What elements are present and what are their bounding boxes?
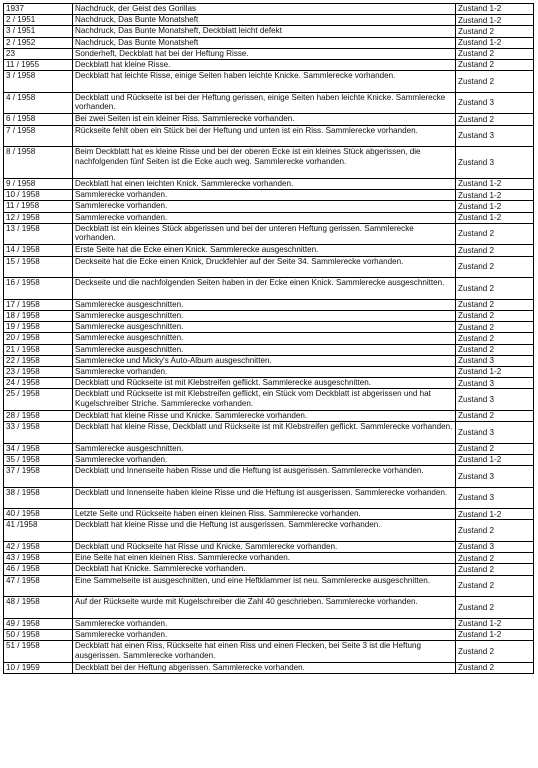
condition-grade-cell: Zustand 1-2 — [456, 179, 534, 190]
issue-date-cell: 21 / 1958 — [4, 344, 73, 355]
condition-grade-cell: Zustand 2 — [456, 575, 534, 597]
issue-date-cell: 2 / 1952 — [4, 37, 73, 48]
comic-condition-sheet — [3, 3, 533, 674]
issue-date-cell: 14 / 1958 — [4, 245, 73, 256]
issue-date-cell: 8 / 1958 — [4, 147, 73, 179]
condition-description-cell: Deckblatt hat kleine Risse. — [73, 59, 456, 70]
condition-grade-cell: Zustand 2 — [456, 553, 534, 564]
table-row — [4, 179, 534, 190]
condition-description-cell: Bei zwei Seiten ist ein kleiner Riss. Sammlerecke vorhanden. — [73, 114, 456, 125]
issue-date-cell: 38 / 1958 — [4, 487, 73, 509]
issue-date-cell: 51 / 1958 — [4, 641, 73, 663]
table-row — [4, 355, 534, 366]
issue-date-cell: 4 / 1958 — [4, 92, 73, 114]
condition-grade-cell: Zustand 1-2 — [456, 201, 534, 212]
issue-date-cell: 47 / 1958 — [4, 575, 73, 597]
issue-date-cell: 35 / 1958 — [4, 454, 73, 465]
issue-date-cell: 6 / 1958 — [4, 114, 73, 125]
condition-grade-cell: Zustand 2 — [456, 333, 534, 344]
table-row — [4, 618, 534, 629]
issue-date-cell: 11 / 1958 — [4, 201, 73, 212]
condition-description-cell: Deckblatt und Innenseite haben kleine Risse und die Heftung ist ausgerissen. Sammlerecke vorhanden. — [73, 487, 456, 509]
condition-description-cell: Sammlerecke ausgeschnitten. — [73, 322, 456, 333]
condition-description-cell: Deckblatt und Rückseite ist bei der Heftung gerissen, einige Seiten haben leichte Knicke. Sammlerecke vorhanden. — [73, 92, 456, 114]
condition-description-cell: Letzte Seite und Rückseite haben einen kleinen Riss. Sammlerecke vorhanden. — [73, 509, 456, 520]
condition-description-cell: Sonderheft, Deckblatt hat bei der Heftung Risse. — [73, 48, 456, 59]
condition-description-cell: Nachdruck, der Geist des Gorillas — [73, 4, 456, 15]
condition-description-cell: Sammlerecke ausgeschnitten. — [73, 311, 456, 322]
table-row — [4, 378, 534, 389]
condition-grade-cell: Zustand 1-2 — [456, 37, 534, 48]
condition-grade-cell: Zustand 2 — [456, 114, 534, 125]
table-row — [4, 26, 534, 37]
table-row — [4, 48, 534, 59]
condition-grade-cell: Zustand 2 — [456, 245, 534, 256]
condition-grade-cell: Zustand 2 — [456, 256, 534, 278]
condition-grade-cell: Zustand 2 — [456, 48, 534, 59]
condition-description-cell: Deckblatt hat einen Riss, Rückseite hat einen Riss und einen Flecken, bei Seite 3 ist die Heftung ausgerissen. Sammlerecke vorhanden. — [73, 641, 456, 663]
table-row — [4, 37, 534, 48]
table-row — [4, 147, 534, 179]
table-row — [4, 71, 534, 93]
condition-description-cell: Erste Seite hat die Ecke einen Knick. Sammlerecke ausgeschnitten. — [73, 245, 456, 256]
issue-date-cell: 23 / 1958 — [4, 366, 73, 377]
table-row — [4, 256, 534, 278]
table-row — [4, 366, 534, 377]
issue-date-cell: 34 / 1958 — [4, 443, 73, 454]
issue-date-cell: 12 / 1958 — [4, 212, 73, 223]
issue-date-cell: 20 / 1958 — [4, 333, 73, 344]
table-row — [4, 278, 534, 300]
table-row — [4, 553, 534, 564]
condition-description-cell: Nachdruck, Das Bunte Monatsheft — [73, 37, 456, 48]
table-row — [4, 245, 534, 256]
condition-description-cell: Deckblatt hat leichte Risse, einige Seiten haben leichte Knicke. Sammlerecke vorhanden. — [73, 71, 456, 93]
table-row — [4, 344, 534, 355]
table-row — [4, 542, 534, 553]
table-row — [4, 509, 534, 520]
condition-description-cell: Sammlerecke vorhanden. — [73, 212, 456, 223]
issue-date-cell: 40 / 1958 — [4, 509, 73, 520]
condition-description-cell: Deckseite hat die Ecke einen Knick, Druckfehler auf der Seite 34. Sammlerecke vorhanden. — [73, 256, 456, 278]
condition-grade-cell: Zustand 1-2 — [456, 618, 534, 629]
table-row — [4, 641, 534, 663]
table-row — [4, 59, 534, 70]
issue-date-cell: 46 / 1958 — [4, 564, 73, 575]
condition-description-cell: Deckblatt hat Knicke. Sammlerecke vorhanden. — [73, 564, 456, 575]
table-row — [4, 201, 534, 212]
condition-grade-cell: Zustand 3 — [456, 92, 534, 114]
condition-description-cell: Beim Deckblatt hat es kleine Risse und bei der oberen Ecke ist ein kleines Stück abgerissen, die nachfolgenden fünf Seiten ist die Ecke auch weg. Sammlerecke vorhanden. — [73, 147, 456, 179]
condition-grade-cell: Zustand 1-2 — [456, 509, 534, 520]
issue-date-cell: 28 / 1958 — [4, 410, 73, 421]
condition-description-cell: Sammlerecke vorhanden. — [73, 454, 456, 465]
condition-description-cell: Deckblatt hat einen leichten Knick. Sammlerecke vorhanden. — [73, 179, 456, 190]
condition-grade-cell: Zustand 3 — [456, 389, 534, 411]
issue-date-cell: 33 / 1958 — [4, 422, 73, 444]
condition-grade-cell: Zustand 1-2 — [456, 4, 534, 15]
issue-date-cell: 11 / 1955 — [4, 59, 73, 70]
issue-date-cell: 23 — [4, 48, 73, 59]
condition-description-cell: Sammlerecke vorhanden. — [73, 201, 456, 212]
condition-grade-cell: Zustand 2 — [456, 278, 534, 300]
issue-date-cell: 37 / 1958 — [4, 466, 73, 488]
condition-grade-cell: Zustand 3 — [456, 487, 534, 509]
condition-description-cell: Deckblatt und Rückseite ist mit Klebstreifen geflickt. Sammlerecke ausgeschnitten. — [73, 378, 456, 389]
condition-description-cell: Sammlerecke vorhanden. — [73, 618, 456, 629]
table-row — [4, 333, 534, 344]
table-row — [4, 223, 534, 245]
table-row — [4, 662, 534, 673]
table-row — [4, 575, 534, 597]
issue-date-cell: 2 / 1951 — [4, 15, 73, 26]
issue-date-cell: 10 / 1959 — [4, 662, 73, 673]
issue-date-cell: 43 / 1958 — [4, 553, 73, 564]
condition-grade-cell: Zustand 1-2 — [456, 212, 534, 223]
issue-date-cell: 41 /1958 — [4, 520, 73, 542]
condition-description-cell: Sammlerecke vorhanden. — [73, 629, 456, 640]
condition-grade-cell: Zustand 2 — [456, 662, 534, 673]
condition-description-cell: Deckseite und die nachfolgenden Seiten haben in der Ecke einen Knick. Sammlerecke ausgeschnitten. — [73, 278, 456, 300]
condition-table — [3, 3, 534, 674]
issue-date-cell: 17 / 1958 — [4, 299, 73, 310]
issue-date-cell: 3 / 1958 — [4, 71, 73, 93]
issue-date-cell: 13 / 1958 — [4, 223, 73, 245]
condition-grade-cell: Zustand 2 — [456, 299, 534, 310]
issue-date-cell: 1937 — [4, 4, 73, 15]
table-row — [4, 15, 534, 26]
table-row — [4, 454, 534, 465]
condition-grade-cell: Zustand 1-2 — [456, 366, 534, 377]
condition-description-cell: Sammlerecke ausgeschnitten. — [73, 333, 456, 344]
condition-grade-cell: Zustand 3 — [456, 125, 534, 147]
issue-date-cell: 3 / 1951 — [4, 26, 73, 37]
table-row — [4, 92, 534, 114]
issue-date-cell: 15 / 1958 — [4, 256, 73, 278]
condition-grade-cell: Zustand 2 — [456, 410, 534, 421]
condition-grade-cell: Zustand 3 — [456, 542, 534, 553]
condition-grade-cell: Zustand 2 — [456, 564, 534, 575]
condition-description-cell: Sammlerecke ausgeschnitten. — [73, 344, 456, 355]
condition-description-cell: Nachdruck, Das Bunte Monatsheft — [73, 15, 456, 26]
issue-date-cell: 22 / 1958 — [4, 355, 73, 366]
condition-description-cell: Eine Seite hat einen kleinen Riss. Sammlerecke vorhanden. — [73, 553, 456, 564]
table-row — [4, 212, 534, 223]
condition-description-cell: Deckblatt ist ein kleines Stück abgerissen und bei der unteren Heftung gerissen. Sammlerecke vorhanden. — [73, 223, 456, 245]
table-row — [4, 422, 534, 444]
condition-grade-cell: Zustand 3 — [456, 355, 534, 366]
condition-description-cell: Sammlerecke vorhanden. — [73, 366, 456, 377]
condition-description-cell: Nachdruck, Das Bunte Monatsheft, Deckblatt leicht defekt — [73, 26, 456, 37]
condition-description-cell: Deckblatt bei der Heftung abgerissen. Sammlerecke vorhanden. — [73, 662, 456, 673]
issue-date-cell: 7 / 1958 — [4, 125, 73, 147]
condition-grade-cell: Zustand 2 — [456, 597, 534, 619]
table-row — [4, 487, 534, 509]
issue-date-cell: 48 / 1958 — [4, 597, 73, 619]
condition-grade-cell: Zustand 2 — [456, 322, 534, 333]
table-row — [4, 4, 534, 15]
condition-grade-cell: Zustand 2 — [456, 344, 534, 355]
table-row — [4, 597, 534, 619]
condition-grade-cell: Zustand 2 — [456, 59, 534, 70]
issue-date-cell: 9 / 1958 — [4, 179, 73, 190]
condition-grade-cell: Zustand 2 — [456, 641, 534, 663]
condition-description-cell: Auf der Rückseite wurde mit Kugelschreiber die Zahl 40 geschrieben. Sammlerecke vorhanden. — [73, 597, 456, 619]
condition-table-body — [4, 4, 534, 674]
condition-grade-cell: Zustand 2 — [456, 443, 534, 454]
condition-grade-cell: Zustand 2 — [456, 26, 534, 37]
table-row — [4, 311, 534, 322]
condition-description-cell: Deckblatt hat kleine Risse und Knicke. Sammlerecke vorhanden. — [73, 410, 456, 421]
issue-date-cell: 50 / 1958 — [4, 629, 73, 640]
condition-grade-cell: Zustand 3 — [456, 147, 534, 179]
condition-description-cell: Deckblatt und Innenseite haben Risse und die Heftung ist ausgerissen. Sammlerecke vorhanden. — [73, 466, 456, 488]
condition-grade-cell: Zustand 3 — [456, 422, 534, 444]
condition-grade-cell: Zustand 2 — [456, 223, 534, 245]
condition-description-cell: Sammlerecke ausgeschnitten. — [73, 299, 456, 310]
table-row — [4, 125, 534, 147]
condition-grade-cell: Zustand 1-2 — [456, 454, 534, 465]
issue-date-cell: 49 / 1958 — [4, 618, 73, 629]
issue-date-cell: 42 / 1958 — [4, 542, 73, 553]
issue-date-cell: 16 / 1958 — [4, 278, 73, 300]
condition-description-cell: Deckblatt hat kleine Risse, Deckblatt und Rückseite ist mit Klebstreifen geflickt. Sammlerecke vorhanden. — [73, 422, 456, 444]
condition-description-cell: Sammlerecke ausgeschnitten. — [73, 443, 456, 454]
condition-grade-cell: Zustand 1-2 — [456, 190, 534, 201]
table-row — [4, 322, 534, 333]
condition-grade-cell: Zustand 2 — [456, 311, 534, 322]
table-row — [4, 564, 534, 575]
condition-description-cell: Deckblatt und Rückseite ist mit Klebstreifen geflickt, ein Stück vom Deckblatt ist abgerissen und hat Kugelschreiber Striche. Sammlerecke vorhanden. — [73, 389, 456, 411]
issue-date-cell: 25 / 1958 — [4, 389, 73, 411]
table-row — [4, 410, 534, 421]
table-row — [4, 299, 534, 310]
condition-grade-cell: Zustand 1-2 — [456, 15, 534, 26]
condition-grade-cell: Zustand 2 — [456, 520, 534, 542]
issue-date-cell: 24 / 1958 — [4, 378, 73, 389]
condition-description-cell: Deckblatt hat kleine Risse und die Heftung ist ausgerissen. Sammlerecke vorhanden. — [73, 520, 456, 542]
table-row — [4, 114, 534, 125]
table-row — [4, 190, 534, 201]
issue-date-cell: 19 / 1958 — [4, 322, 73, 333]
issue-date-cell: 18 / 1958 — [4, 311, 73, 322]
condition-grade-cell: Zustand 3 — [456, 466, 534, 488]
table-row — [4, 629, 534, 640]
condition-grade-cell: Zustand 3 — [456, 378, 534, 389]
condition-grade-cell: Zustand 1-2 — [456, 629, 534, 640]
issue-date-cell: 10 / 1958 — [4, 190, 73, 201]
table-row — [4, 443, 534, 454]
table-row — [4, 466, 534, 488]
condition-description-cell: Deckblatt und Rückseite hat Risse und Knicke. Sammlerecke vorhanden. — [73, 542, 456, 553]
condition-description-cell: Rückseite fehlt oben ein Stück bei der Heftung und unten ist ein Riss. Sammlerecke vorhanden. — [73, 125, 456, 147]
condition-description-cell: Sammlerecke vorhanden. — [73, 190, 456, 201]
table-row — [4, 520, 534, 542]
condition-description-cell: Eine Sammelseite ist ausgeschnitten, und eine Heftklammer ist neu. Sammlerecke ausgeschnitten. — [73, 575, 456, 597]
condition-grade-cell: Zustand 2 — [456, 71, 534, 93]
condition-description-cell: Sammlerecke und Micky's Auto-Album ausgeschnitten. — [73, 355, 456, 366]
table-row — [4, 389, 534, 411]
